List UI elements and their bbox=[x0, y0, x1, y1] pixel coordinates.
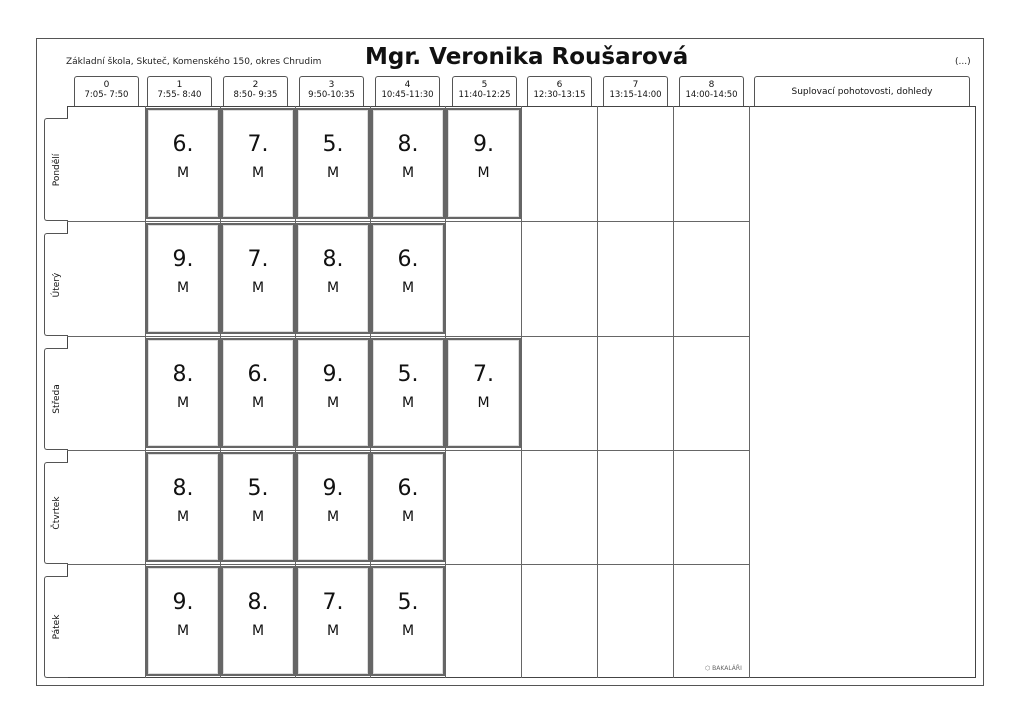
period-time: 9:50-10:35 bbox=[308, 90, 355, 100]
lesson-card bbox=[221, 566, 295, 676]
bakalari-logo-text: BAKALÁŘI bbox=[712, 665, 742, 672]
lesson-card bbox=[296, 108, 370, 219]
lesson-class: 7. bbox=[473, 362, 494, 387]
period-number: 6 bbox=[556, 80, 563, 90]
period-header-6 bbox=[527, 76, 592, 106]
period-time: 8:50- 9:35 bbox=[233, 90, 278, 100]
lesson-subject: M bbox=[477, 165, 490, 181]
period-time: 7:55- 8:40 bbox=[157, 90, 202, 100]
lesson-class: 9. bbox=[473, 132, 494, 157]
period-number: 2 bbox=[252, 80, 259, 90]
period-time: 14:00-14:50 bbox=[685, 90, 738, 100]
lesson-subject: M bbox=[251, 623, 265, 639]
lesson-card bbox=[146, 338, 220, 448]
day-tab-1 bbox=[44, 233, 68, 336]
lesson-subject: M bbox=[176, 165, 190, 181]
lesson-subject: M bbox=[326, 280, 340, 296]
lesson-card bbox=[371, 223, 445, 334]
lesson-class: 7. bbox=[247, 132, 269, 157]
day-tab-0 bbox=[44, 118, 68, 221]
lesson-subject: M bbox=[176, 280, 190, 296]
lesson-class: 8. bbox=[247, 590, 269, 615]
lesson-subject: M bbox=[326, 623, 340, 639]
lesson-class: 6. bbox=[397, 247, 419, 272]
more-indicator: (...) bbox=[955, 57, 971, 67]
day-tab-3 bbox=[44, 462, 68, 564]
lesson-card bbox=[146, 108, 220, 219]
lesson-card bbox=[371, 338, 445, 448]
school-name: Základní škola, Skuteč, Komenského 150, okres Chrudim bbox=[66, 57, 322, 67]
lesson-subject: M bbox=[251, 280, 265, 296]
lesson-card bbox=[221, 223, 295, 334]
day-label: Úterý bbox=[51, 272, 62, 297]
lesson-subject: M bbox=[326, 395, 340, 411]
lesson-subject: M bbox=[401, 509, 415, 525]
lesson-subject: M bbox=[401, 623, 415, 639]
grid-vertical-line bbox=[597, 106, 598, 678]
lesson-subject: M bbox=[176, 509, 190, 525]
lesson-class: 9. bbox=[172, 590, 194, 615]
lesson-card bbox=[296, 338, 370, 448]
period-number: 1 bbox=[176, 80, 183, 90]
grid-horizontal-line bbox=[67, 564, 749, 565]
lesson-class: 9. bbox=[322, 362, 344, 387]
period-header-0 bbox=[74, 76, 139, 106]
lesson-subject: M bbox=[326, 509, 340, 525]
bakalari-logo-icon: ⬡ bbox=[705, 665, 711, 672]
period-time: 13:15-14:00 bbox=[609, 90, 662, 100]
lesson-class: 6. bbox=[172, 132, 194, 157]
grid-horizontal-line bbox=[67, 336, 749, 337]
period-header-1 bbox=[147, 76, 212, 106]
grid-vertical-line bbox=[749, 106, 750, 678]
grid-vertical-line bbox=[673, 106, 674, 678]
period-time: 11:40-12:25 bbox=[458, 90, 511, 100]
day-tab-2 bbox=[44, 348, 68, 450]
lesson-subject: M bbox=[251, 165, 265, 181]
grid-horizontal-line bbox=[67, 450, 749, 451]
period-time: 10:45-11:30 bbox=[381, 90, 434, 100]
lesson-card bbox=[296, 566, 370, 676]
teacher-name: Mgr. Veronika Roušarová bbox=[365, 44, 689, 70]
lesson-subject: M bbox=[176, 395, 190, 411]
lesson-class: 8. bbox=[172, 476, 194, 501]
period-number: 7 bbox=[632, 80, 639, 90]
lesson-class: 8. bbox=[397, 132, 419, 157]
lesson-subject: M bbox=[477, 395, 490, 411]
lesson-card bbox=[146, 566, 220, 676]
lesson-subject: M bbox=[401, 280, 415, 296]
lesson-subject: M bbox=[401, 165, 415, 181]
lesson-class: 5. bbox=[322, 132, 344, 157]
lesson-card bbox=[146, 452, 220, 562]
period-time: 7:05- 7:50 bbox=[84, 90, 129, 100]
supervision-column-header: Suplovací pohotovosti, dohledy bbox=[754, 76, 970, 106]
day-label: Čtvrtek bbox=[51, 496, 62, 530]
lesson-class: 8. bbox=[322, 247, 344, 272]
period-header-5 bbox=[452, 76, 517, 106]
lesson-class: 5. bbox=[397, 590, 419, 615]
period-number: 8 bbox=[708, 80, 715, 90]
period-header-2 bbox=[223, 76, 288, 106]
period-header-4 bbox=[375, 76, 440, 106]
lesson-class: 5. bbox=[247, 476, 269, 501]
period-time: 12:30-13:15 bbox=[533, 90, 586, 100]
period-number: 3 bbox=[328, 80, 335, 90]
lesson-class: 9. bbox=[172, 247, 194, 272]
lesson-card bbox=[446, 338, 521, 448]
lesson-class: 5. bbox=[397, 362, 419, 387]
period-header-3 bbox=[299, 76, 364, 106]
lesson-card bbox=[296, 223, 370, 334]
lesson-class: 7. bbox=[322, 590, 344, 615]
lesson-class: 7. bbox=[247, 247, 269, 272]
period-number: 0 bbox=[103, 80, 110, 90]
lesson-card bbox=[221, 108, 295, 219]
lesson-class: 8. bbox=[172, 362, 194, 387]
lesson-card bbox=[371, 452, 445, 562]
lesson-card bbox=[221, 338, 295, 448]
grid-horizontal-line bbox=[67, 221, 749, 222]
lesson-card bbox=[371, 108, 445, 219]
lesson-card bbox=[446, 108, 521, 219]
period-number: 4 bbox=[404, 80, 411, 90]
period-header-8 bbox=[679, 76, 744, 106]
lesson-card bbox=[146, 223, 220, 334]
day-tab-4 bbox=[44, 576, 68, 678]
lesson-subject: M bbox=[326, 165, 340, 181]
lesson-card bbox=[371, 566, 445, 676]
day-label: Pondělí bbox=[51, 153, 62, 186]
lesson-class: 6. bbox=[397, 476, 419, 501]
bakalari-logo bbox=[705, 665, 742, 672]
lesson-subject: M bbox=[176, 623, 190, 639]
period-header-7 bbox=[603, 76, 668, 106]
day-label: Středa bbox=[51, 384, 62, 414]
lesson-class: 6. bbox=[247, 362, 269, 387]
lesson-card bbox=[221, 452, 295, 562]
grid-vertical-line bbox=[521, 106, 522, 678]
lesson-card bbox=[296, 452, 370, 562]
period-number: 5 bbox=[481, 80, 488, 90]
lesson-class: 9. bbox=[322, 476, 344, 501]
day-label: Pátek bbox=[51, 614, 62, 640]
lesson-subject: M bbox=[251, 395, 265, 411]
lesson-subject: M bbox=[401, 395, 415, 411]
lesson-subject: M bbox=[251, 509, 265, 525]
